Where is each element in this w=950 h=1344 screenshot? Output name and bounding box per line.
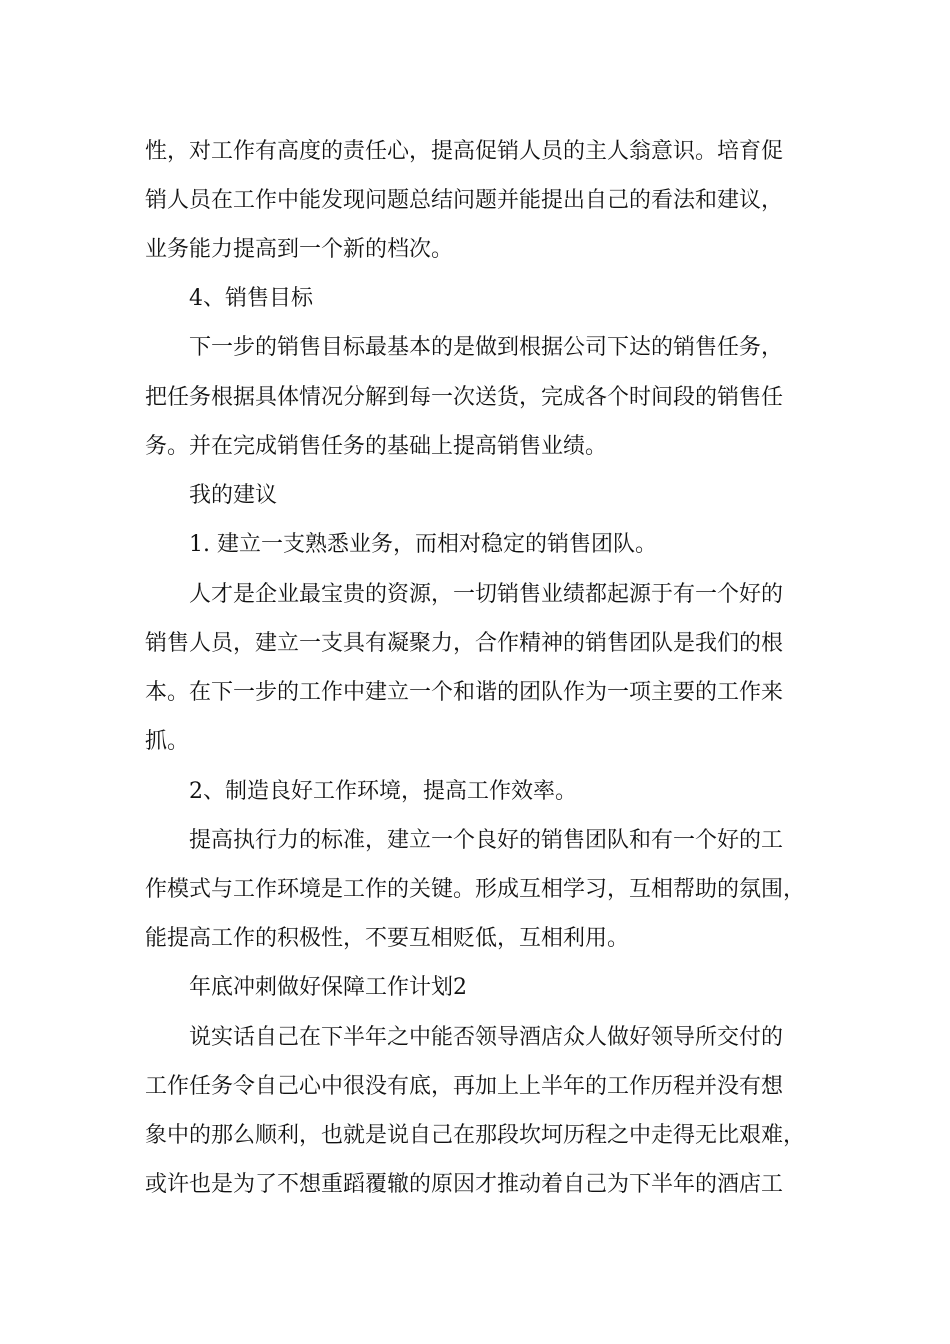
section-heading: 我的建议 xyxy=(189,483,278,508)
text-line: 抓。 xyxy=(145,729,190,754)
section-heading: 2、制造良好工作环境，提高工作效率。 xyxy=(189,779,577,804)
text-line: 人才是企业最宝贵的资源，一切销售业绩都起源于有一个好的 xyxy=(189,582,784,607)
text-line: 提高执行力的标准，建立一个良好的销售团队和有一个好的工 xyxy=(189,828,784,853)
text-line: 象中的那么顺利，也就是说自己在那段坎坷历程之中走得无比艰难， xyxy=(145,1123,806,1148)
text-line: 能提高工作的积极性，不要互相贬低，互相利用。 xyxy=(145,926,630,951)
text-line: 把任务根据具体情况分解到每一次送货，完成各个时间段的销售任 xyxy=(145,385,784,410)
text-line: 说实话自己在下半年之中能否领导酒店众人做好领导所交付的 xyxy=(189,1025,784,1050)
text-line: 或许也是为了不想重蹈覆辙的原因才推动着自己为下半年的酒店工 xyxy=(145,1172,784,1197)
text-line: 本。在下一步的工作中建立一个和谐的团队作为一项主要的工作来 xyxy=(145,680,784,705)
text-line: 业务能力提高到一个新的档次。 xyxy=(145,237,454,262)
text-line: 务。并在完成销售任务的基础上提高销售业绩。 xyxy=(145,434,608,459)
text-line: 性，对工作有高度的责任心，提高促销人员的主人翁意识。培育促 xyxy=(145,139,784,164)
text-line: 工作任务令自己心中很没有底，再加上上半年的工作历程并没有想 xyxy=(145,1074,784,1099)
text-line: 销人员在工作中能发现问题总结问题并能提出自己的看法和建议， xyxy=(145,188,784,213)
section-heading: 4、销售目标 xyxy=(189,286,313,311)
section-heading: 年底冲刺做好保障工作计划2 xyxy=(189,975,467,1000)
text-line: 作模式与工作环境是工作的关键。形成互相学习，互相帮助的氛围， xyxy=(145,877,806,902)
text-line: 销售人员，建立一支具有凝聚力，合作精神的销售团队是我们的根 xyxy=(145,631,784,656)
section-heading: 1. 建立一支熟悉业务，而相对稳定的销售团队。 xyxy=(189,532,657,557)
text-line: 下一步的销售目标最基本的是做到根据公司下达的销售任务， xyxy=(189,335,784,360)
